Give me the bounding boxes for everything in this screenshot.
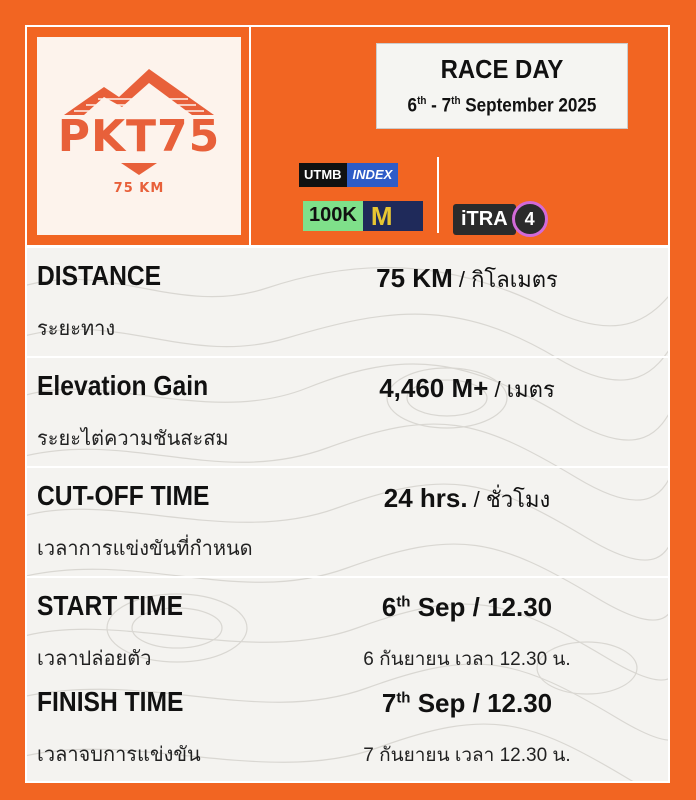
row-distance: DISTANCE ระยะทาง 75 KM / กิโลเมตร xyxy=(27,248,668,358)
row-finish-time: FINISH TIME เวลาจบการแข่งขัน 7th Sep / 12.30 7 กันยายน เวลา 12.30 น. xyxy=(27,674,668,781)
utmb-index-badge: UTMB INDEX xyxy=(299,163,398,187)
details-table xyxy=(27,248,668,781)
finish-time-value: 7th Sep / 12.30 xyxy=(381,688,553,718)
finish-time-thai: 7 กันยายน เวลา 12.30 น. xyxy=(363,745,571,766)
mountain-icon xyxy=(64,67,214,115)
elevation-value: 4,460 M+ / เมตร xyxy=(379,373,555,403)
header xyxy=(27,27,668,248)
itra-badge: iTRA 4 xyxy=(453,201,548,237)
start-time-value: 6th Sep / 12.30 xyxy=(381,592,553,622)
logo-distance: 75 KM xyxy=(113,181,165,196)
row-cutoff: CUT-OFF TIME เวลาการแข่งขันที่กำหนด 24 hrs. / ชั่วโมง xyxy=(27,468,668,578)
start-time-thai: 6 กันยายน เวลา 12.30 น. xyxy=(363,649,571,670)
race-day-box xyxy=(376,43,628,129)
divider xyxy=(249,27,251,245)
distance-value: 75 KM / กิโลเมตร xyxy=(376,263,558,293)
race-day-title: RACE DAY xyxy=(440,54,564,84)
cutoff-value: 24 hrs. / ชั่วโมง xyxy=(383,483,551,513)
row-elevation: Elevation Gain ระยะไต่ความชันสะสม 4,460 M+ / เมตร xyxy=(27,358,668,468)
event-logo xyxy=(37,37,241,235)
row-start-time: START TIME เวลาปล่อยตัว 6th Sep / 12.30 6 กันยายน เวลา 12.30 น. xyxy=(27,578,668,674)
race-info-card xyxy=(27,27,668,781)
race-date: 6th - 7th September 2025 xyxy=(407,95,597,117)
chevron-down-icon xyxy=(121,163,157,175)
100k-badge: 100K M xyxy=(303,201,423,231)
badge-divider xyxy=(437,157,439,233)
logo-title: PKT75 xyxy=(57,111,221,162)
